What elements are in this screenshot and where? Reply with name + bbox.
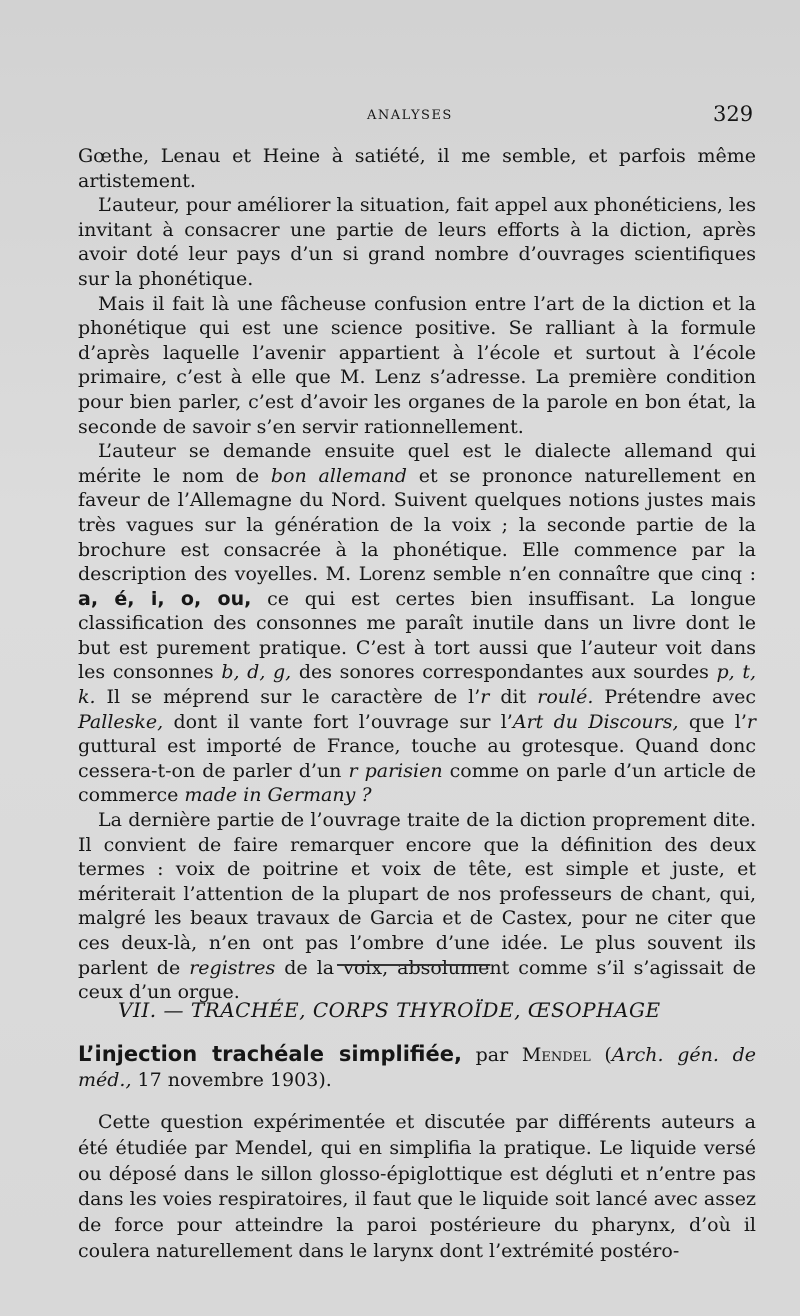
text-run: que l’ [678,710,747,733]
text-run: ( [590,1044,612,1066]
text-run: ce qui est certes bien insuffisant. La longue classification des consonnes me paraît inutile dans un livre dont le but est purement pratique. C’est à tort aussi que l’auteur voit dans les consonnes [78,587,756,684]
paragraph-3: Mais il fait là une fâcheuse confusion entre l’art de la diction et la phonétique qui est une science positive. Se ralliant à la formule d’après laquelle l’avenir appartient à l’école et surtout à l’école primaire, c’est à elle que M. Lenz s’adresse. La première condition pour bien parler, c’est d’avoir les organes de la parole en bon état, la seconde de savoir s’en servir rationnellement. [78,292,756,438]
italic-term: Art du Discours, [512,710,679,733]
article-source: Arch. gén. de méd., [78,1044,757,1091]
article-paragraph: Cette question expérimentée et discutée par différents auteurs a été étudiée par Mendel, qui en simplifia la pratique. Le liquide versé ou déposé dans le sillon glosso-épiglottique est dégluti et n’entre pas dans les voies respiratoires, il faut que le liquide soit lancé avec assez de force pour atteindre la paroi postérieure du pharynx, d’où il coulera naturellement dans le larynx dont l’extrémité postéro- [78,1111,756,1262]
paragraph-5 [78,808,756,1005]
italic-term: registres [189,956,276,979]
paragraph-2: L’auteur, pour améliorer la situation, fait appel aux phonéticiens, les invitant à consacrer une partie de leurs efforts à la diction, après avoir doté leur pays d’un si grand nombre d’ouvrages scientifiques sur la phonétique. [78,194,756,290]
body-text [78,144,756,1005]
vowels-list: a, é, i, o, ou, [78,587,252,610]
article-title: L’injection trachéale simplifiée, [78,1042,462,1066]
article-header [78,1042,756,1093]
italic-term: roulé. [537,686,594,709]
text-run: guttural est importé de France, touche au grotesque. Quand donc cessera-t-on de parler d’un [78,735,756,782]
text-run: de la voix, absolument comme s’il s’agissait de ceux d’un orgue. [78,956,756,1004]
text-run: dit [489,686,538,709]
italic-term: r parisien [348,759,443,782]
text-run: dont il vante fort l’ouvrage sur l’ [163,710,513,733]
italic-term: p, t, k. [78,661,757,709]
running-title: ANALYSES [367,108,453,123]
italic-term: made in Germany ? [184,784,372,807]
section-divider [337,964,490,966]
article-body [78,1110,756,1265]
running-head [0,102,800,132]
text-run: Prétendre avec [593,686,756,709]
italic-term: r [480,686,490,709]
paragraph-4 [78,439,756,808]
italic-term: Palleske, [78,710,164,733]
text-run: Il se méprend sur le caractère de l’ [95,686,481,709]
page-number: 329 [713,102,754,126]
article-date: 17 novembre 1903). [131,1069,332,1091]
text-run: des sonores correspondantes aux sourdes [291,661,717,684]
italic-term: bon allemand [270,464,407,487]
italic-term: b, d, g, [221,661,292,684]
text-run: comme on parle d’un article de commerce [78,759,756,807]
section-heading: VII. — TRACHÉE, CORPS THYROÏDE, ŒSOPHAGE [118,998,661,1022]
paragraph-1: Gœthe, Lenau et Heine à satiété, il me semble, et parfois même artistement. [78,145,756,192]
italic-term: r [746,710,757,733]
text-run: L’auteur se demande ensuite quel est le dialecte allemand qui mérite le nom de [78,440,756,487]
text-run: et se prononce naturellement en faveur de l’Allemagne du Nord. Suivent quelques notions justes mais très vagues sur la génération de la voix ; la seconde partie de la brochure est consacrée à la phonétique. Elle commence par la description des voyelles. M. Lorenz semble n’en connaître que cinq : [78,464,756,586]
text-run: par [461,1044,522,1066]
text-run: La dernière partie de l’ouvrage traite de la diction proprement dite. Il convient de faire remarquer encore que la définition des deux termes : voix de poitrine et voix de tête, est simple et juste, et mériterait l’attention de la plupart de nos professeurs de chant, qui, malgré les beaux travaux de Garcia et de Castex, pour ne citer que ces deux-là, n’en ont pas l’ombre d’une idée. Le plus souvent ils parlent de [78,809,756,979]
article-author: Mendel [521,1044,591,1066]
